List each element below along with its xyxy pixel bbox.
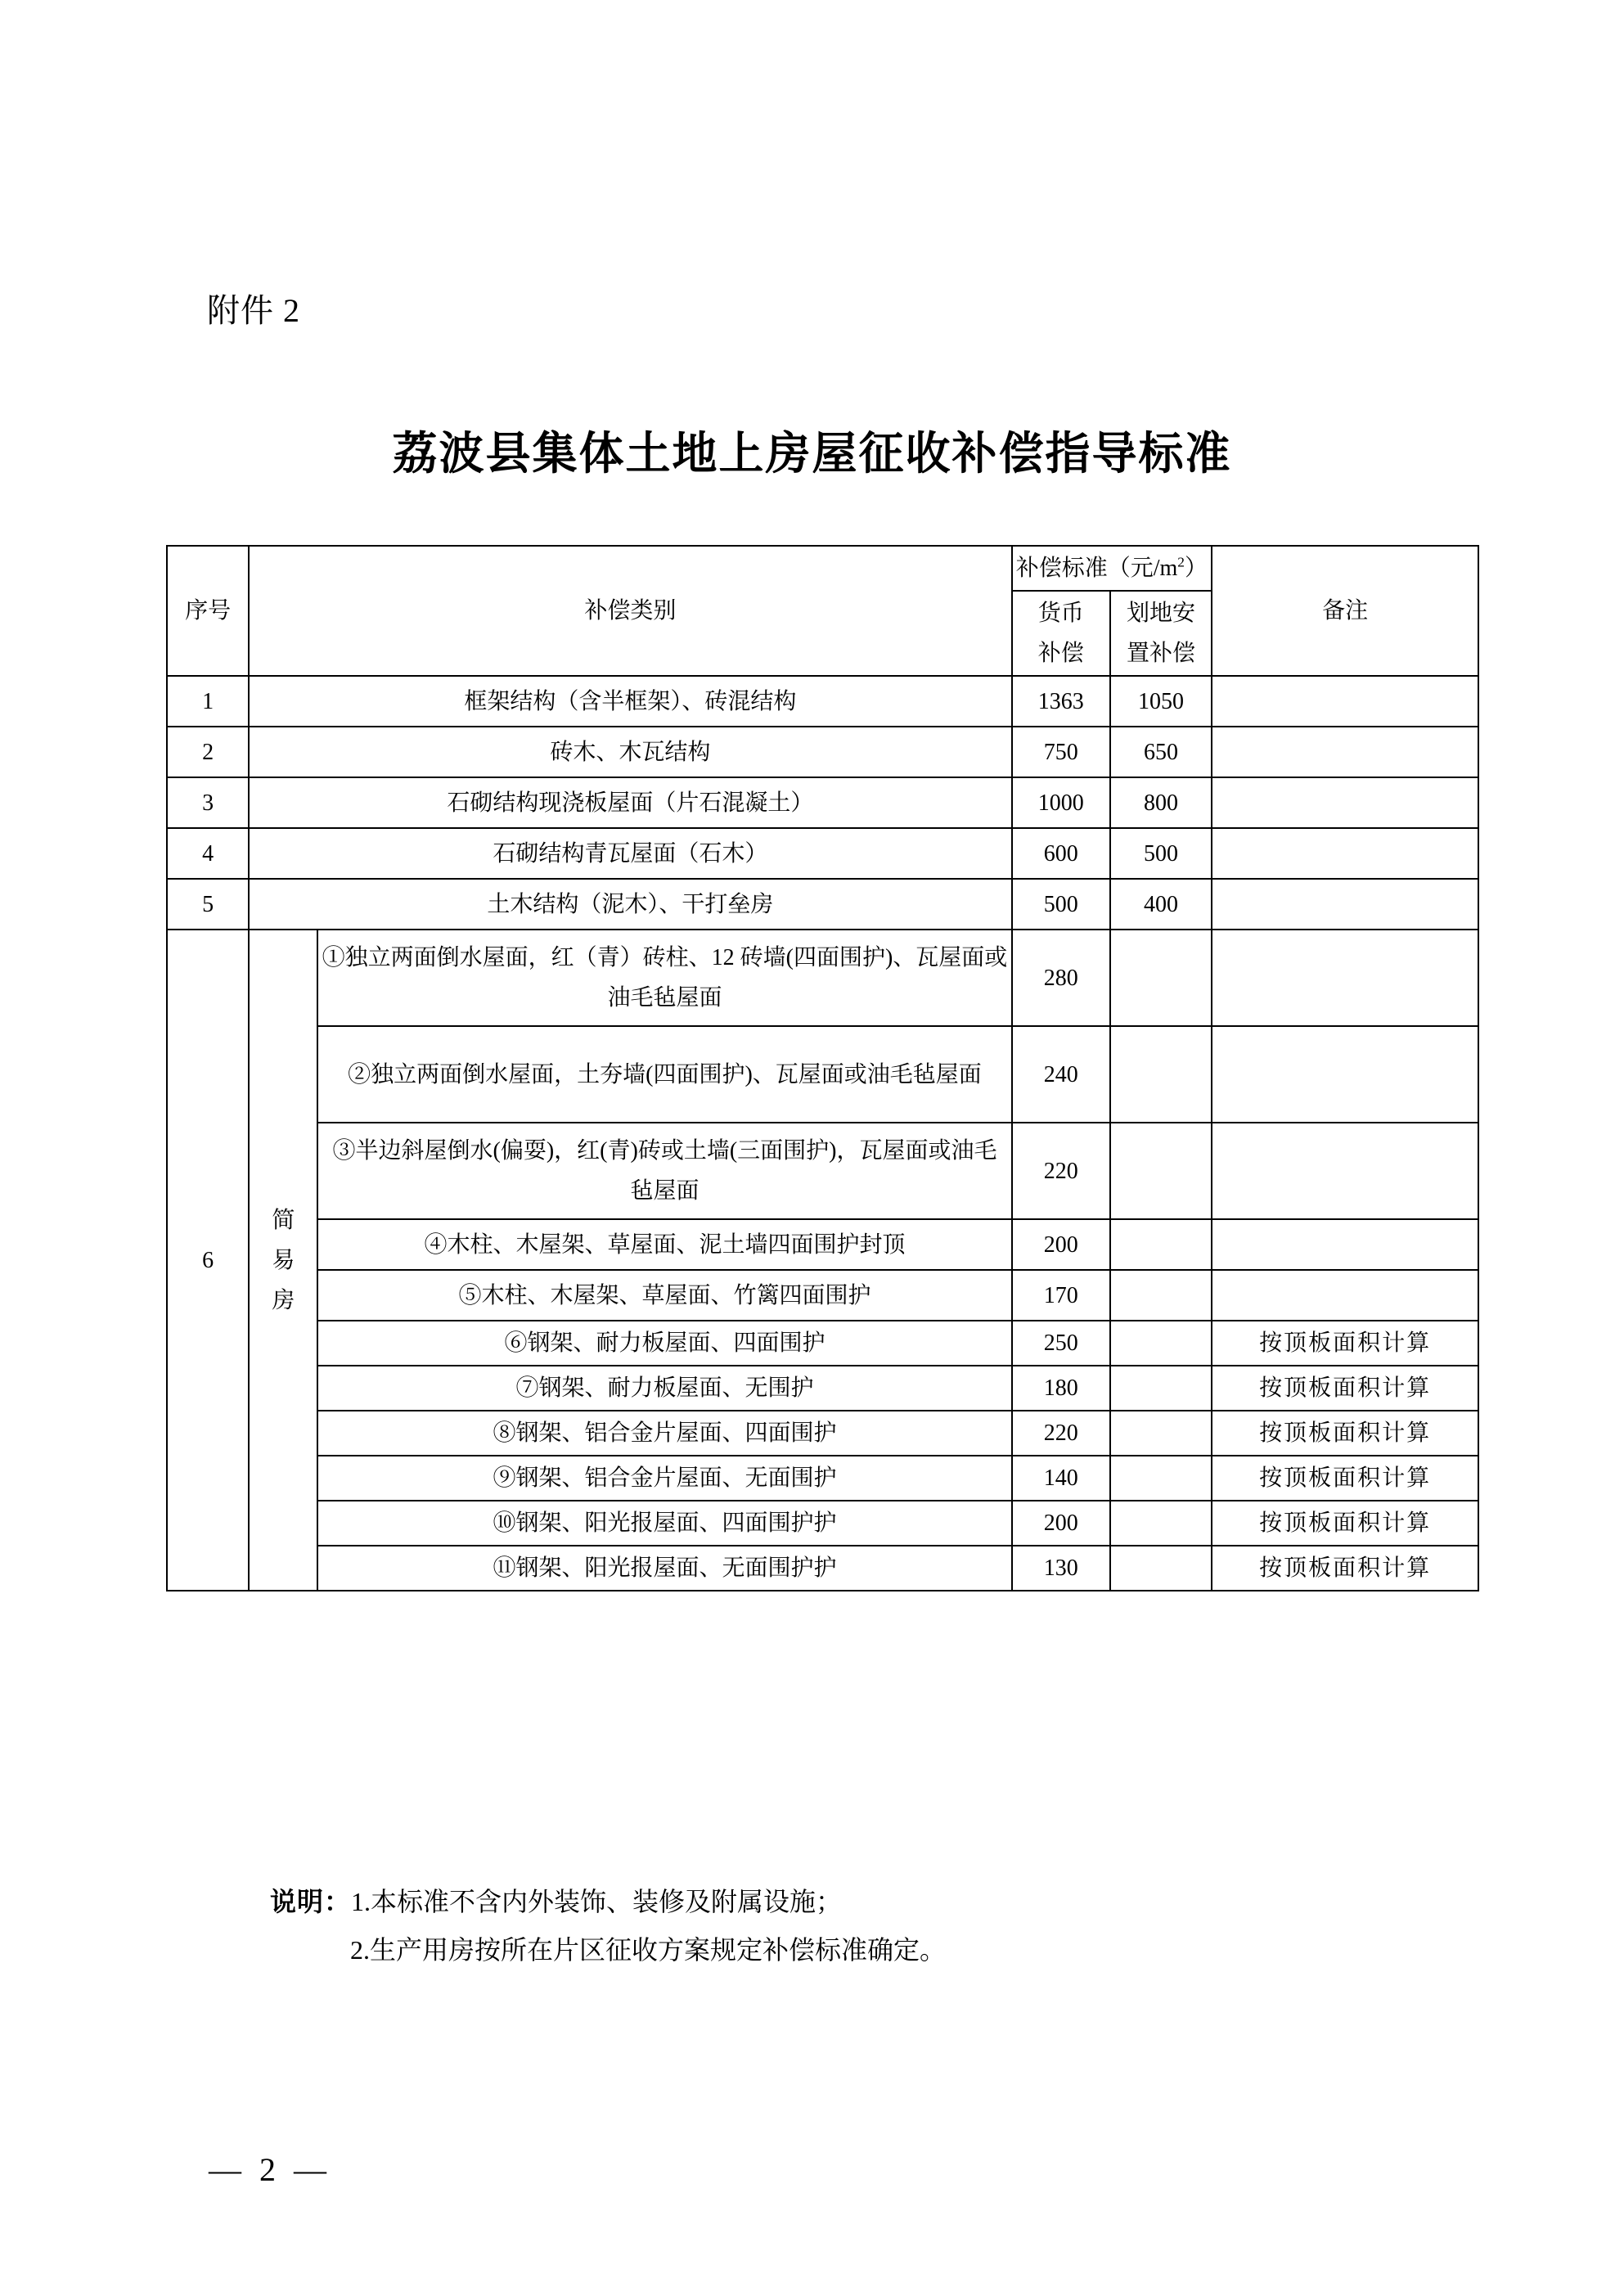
group-label-char: 简 bbox=[272, 1207, 295, 1233]
row-description: ④木柱、木屋架、草屋面、泥土墙四面围护封顶 bbox=[317, 1219, 1011, 1270]
table-row bbox=[167, 777, 1478, 828]
row-land-value bbox=[1110, 1321, 1212, 1366]
row-note: 按顶板面积计算 bbox=[1212, 1546, 1478, 1591]
row-land-value bbox=[1110, 1546, 1212, 1591]
row-sequence: 2 bbox=[167, 727, 249, 777]
header-sequence: 序号 bbox=[167, 546, 249, 676]
row-note bbox=[1212, 1219, 1478, 1270]
notes-section bbox=[270, 1878, 946, 1974]
row-cash-value: 130 bbox=[1012, 1546, 1110, 1591]
header-note: 备注 bbox=[1212, 546, 1478, 676]
row-land-value bbox=[1110, 1411, 1212, 1456]
row-cash-value: 750 bbox=[1012, 727, 1110, 777]
row-description: ⑩钢架、阳光报屋面、四面围护护 bbox=[317, 1501, 1011, 1546]
row-land-value bbox=[1110, 1026, 1212, 1123]
notes-label: 说明： bbox=[270, 1887, 352, 1916]
note-line-1 bbox=[270, 1878, 946, 1926]
note-text-1: 1.本标准不含内外装饰、装修及附属设施； bbox=[351, 1887, 843, 1916]
row-cash-value: 1000 bbox=[1012, 777, 1110, 828]
group-label-simple-house bbox=[249, 930, 317, 1591]
row-note: 按顶板面积计算 bbox=[1212, 1321, 1478, 1366]
page-title: 荔波县集体土地上房屋征收补偿指导标准 bbox=[392, 429, 1232, 479]
header-standard-group-close: ） bbox=[1184, 556, 1208, 581]
row-land-value bbox=[1110, 1219, 1212, 1270]
row-note bbox=[1212, 777, 1478, 828]
row-cash-value: 280 bbox=[1012, 930, 1110, 1026]
note-text-2: 2.生产用房按所在片区征收方案规定补偿标准确定。 bbox=[350, 1935, 947, 1965]
group-label-char: 房 bbox=[272, 1287, 295, 1313]
table-row bbox=[167, 1411, 1478, 1456]
row-description: ⑦钢架、耐力板屋面、无围护 bbox=[317, 1366, 1011, 1411]
row-description: ①独立两面倒水屋面，红（青）砖柱、12 砖墙(四面围护)、瓦屋面或油毛毡屋面 bbox=[317, 930, 1011, 1026]
row-land-value bbox=[1110, 930, 1212, 1026]
header-land-line2: 置补偿 bbox=[1126, 641, 1195, 666]
row-description: ⑪钢架、阳光报屋面、无面围护护 bbox=[317, 1546, 1011, 1591]
row-cash-value: 220 bbox=[1012, 1123, 1110, 1219]
compensation-table-wrapper bbox=[166, 545, 1479, 1591]
header-land-compensation bbox=[1110, 591, 1212, 676]
group-label-char: 易 bbox=[272, 1247, 295, 1273]
table-row bbox=[167, 1546, 1478, 1591]
table-head bbox=[167, 546, 1478, 676]
table-body bbox=[167, 676, 1478, 1591]
row-cash-value: 140 bbox=[1012, 1456, 1110, 1501]
row-land-value: 400 bbox=[1110, 879, 1212, 930]
row-note bbox=[1212, 930, 1478, 1026]
row-land-value bbox=[1110, 1366, 1212, 1411]
row-description: ②独立两面倒水屋面，土夯墙(四面围护)、瓦屋面或油毛毡屋面 bbox=[317, 1026, 1011, 1123]
row-cash-value: 500 bbox=[1012, 879, 1110, 930]
row-note bbox=[1212, 676, 1478, 727]
row-description: 石砌结构青瓦屋面（石木） bbox=[249, 828, 1011, 879]
row-cash-value: 170 bbox=[1012, 1270, 1110, 1321]
row-sequence-simple-house: 6 bbox=[167, 930, 249, 1591]
note-line-2 bbox=[270, 1926, 946, 1974]
row-note bbox=[1212, 1270, 1478, 1321]
row-cash-value: 250 bbox=[1012, 1321, 1110, 1366]
row-cash-value: 200 bbox=[1012, 1219, 1110, 1270]
table-header-row-1 bbox=[167, 546, 1478, 591]
header-standard-group-text: 补偿标准（元/m bbox=[1015, 556, 1178, 581]
row-description: ⑨钢架、铝合金片屋面、无面围护 bbox=[317, 1456, 1011, 1501]
row-sequence: 1 bbox=[167, 676, 249, 727]
attachment-label: 附件 2 bbox=[207, 292, 300, 329]
table-row bbox=[167, 1456, 1478, 1501]
row-land-value: 1050 bbox=[1110, 676, 1212, 727]
row-note bbox=[1212, 727, 1478, 777]
row-description: ⑧钢架、铝合金片屋面、四面围护 bbox=[317, 1411, 1011, 1456]
row-cash-value: 600 bbox=[1012, 828, 1110, 879]
row-description: 砖木、木瓦结构 bbox=[249, 727, 1011, 777]
table-row bbox=[167, 1270, 1478, 1321]
row-note: 按顶板面积计算 bbox=[1212, 1411, 1478, 1456]
table-row bbox=[167, 1123, 1478, 1219]
table-row bbox=[167, 930, 1478, 1026]
row-note: 按顶板面积计算 bbox=[1212, 1456, 1478, 1501]
row-note bbox=[1212, 879, 1478, 930]
table-row bbox=[167, 1501, 1478, 1546]
header-standard-group bbox=[1012, 546, 1212, 591]
page-footer: — 2 — bbox=[209, 2151, 331, 2188]
row-cash-value: 180 bbox=[1012, 1366, 1110, 1411]
header-cash-line2: 补偿 bbox=[1037, 641, 1084, 666]
row-sequence: 4 bbox=[167, 828, 249, 879]
table-row bbox=[167, 879, 1478, 930]
row-cash-value: 200 bbox=[1012, 1501, 1110, 1546]
header-standard-group-superscript: 2 bbox=[1177, 554, 1185, 570]
table-row bbox=[167, 727, 1478, 777]
table-row bbox=[167, 1219, 1478, 1270]
row-note bbox=[1212, 1123, 1478, 1219]
table-row bbox=[167, 1026, 1478, 1123]
compensation-standard-table bbox=[166, 545, 1479, 1591]
row-land-value bbox=[1110, 1123, 1212, 1219]
table-row bbox=[167, 1366, 1478, 1411]
row-description: ⑤木柱、木屋架、草屋面、竹篱四面围护 bbox=[317, 1270, 1011, 1321]
row-land-value bbox=[1110, 1456, 1212, 1501]
row-land-value: 650 bbox=[1110, 727, 1212, 777]
row-description: 土木结构（泥木）、干打垒房 bbox=[249, 879, 1011, 930]
table-row bbox=[167, 1321, 1478, 1366]
row-description: 框架结构（含半框架）、砖混结构 bbox=[249, 676, 1011, 727]
row-description: 石砌结构现浇板屋面（片石混凝土） bbox=[249, 777, 1011, 828]
row-cash-value: 1363 bbox=[1012, 676, 1110, 727]
row-land-value: 500 bbox=[1110, 828, 1212, 879]
row-land-value: 800 bbox=[1110, 777, 1212, 828]
row-sequence: 3 bbox=[167, 777, 249, 828]
header-land-line1: 划地安 bbox=[1126, 601, 1195, 626]
row-cash-value: 220 bbox=[1012, 1411, 1110, 1456]
row-land-value bbox=[1110, 1501, 1212, 1546]
table-row bbox=[167, 676, 1478, 727]
row-description: ③半边斜屋倒水(偏耍)，红(青)砖或土墙(三面围护)，瓦屋面或油毛毡屋面 bbox=[317, 1123, 1011, 1219]
table-row bbox=[167, 828, 1478, 879]
header-category: 补偿类别 bbox=[249, 546, 1011, 676]
row-note bbox=[1212, 1026, 1478, 1123]
row-note: 按顶板面积计算 bbox=[1212, 1501, 1478, 1546]
row-description: ⑥钢架、耐力板屋面、四面围护 bbox=[317, 1321, 1011, 1366]
row-sequence: 5 bbox=[167, 879, 249, 930]
header-cash-line1: 货币 bbox=[1037, 601, 1084, 626]
row-cash-value: 240 bbox=[1012, 1026, 1110, 1123]
row-note: 按顶板面积计算 bbox=[1212, 1366, 1478, 1411]
row-note bbox=[1212, 828, 1478, 879]
row-land-value bbox=[1110, 1270, 1212, 1321]
header-cash-compensation bbox=[1012, 591, 1110, 676]
